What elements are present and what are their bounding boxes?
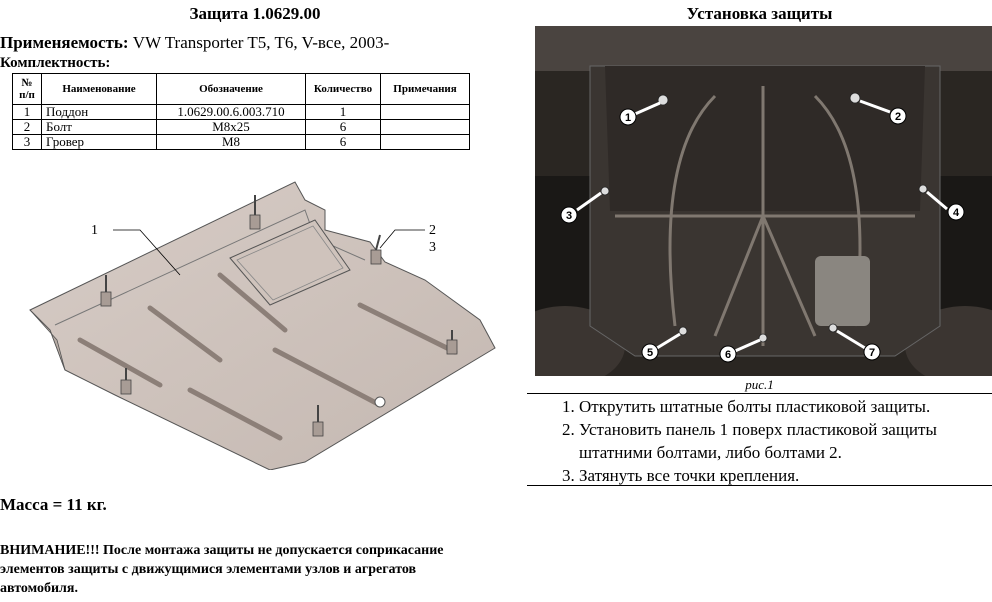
- callout-3: 3: [429, 240, 436, 255]
- callout-1: 1: [91, 223, 98, 238]
- install-steps: [527, 395, 992, 487]
- marker-3: 3: [565, 210, 573, 222]
- table-row: [13, 135, 470, 150]
- skid-plate-drawing: [25, 180, 505, 470]
- cell: [381, 135, 470, 150]
- divider-top: [527, 393, 992, 394]
- document-title: Защита 1.0629.00: [189, 4, 321, 23]
- applicability: [0, 33, 389, 53]
- step-item: 3. Затянуть все точки крепления.: [579, 464, 992, 487]
- table-header-row: [13, 74, 470, 105]
- cell: 1: [13, 105, 42, 120]
- marker-5: 5: [646, 347, 654, 359]
- step-item: 1. Открутить штатные болты пластиковой защиты.: [579, 395, 992, 418]
- install-title: Установка защиты: [686, 4, 833, 23]
- underbody-photo: [535, 26, 992, 376]
- cell: [381, 105, 470, 120]
- parts-table: [12, 73, 470, 150]
- table-row: [13, 105, 470, 120]
- cell: Поддон: [42, 105, 157, 120]
- mass-value: Масса = 11 кг.: [0, 495, 107, 514]
- cell: 6: [306, 135, 381, 150]
- divider-bottom: [527, 485, 992, 486]
- step-item: 2. Установить панель 1 поверх пластиковой защиты штатними болтами, либо болтами 2.: [579, 418, 989, 464]
- header-name: Наименование: [42, 74, 157, 105]
- applicability-label: Применяемость:: [0, 33, 129, 52]
- cell: 6: [306, 120, 381, 135]
- marker-1: 1: [624, 112, 632, 124]
- cell: 1.0629.00.6.003.710: [157, 105, 306, 120]
- completeness-label: Комплектность:: [0, 55, 111, 71]
- callout-2: 2: [429, 223, 436, 238]
- header-notes: Примечания: [381, 74, 470, 105]
- cell: 1: [306, 105, 381, 120]
- header-designation: Обозначение: [157, 74, 306, 105]
- warning-text: ВНИМАНИЕ!!! После монтажа защиты не допускается соприкасание элементов защиты с движущимися элементами узлов и агрегатов автомобиля.: [0, 543, 444, 596]
- table-row: [13, 120, 470, 135]
- header-num: № п/п: [13, 74, 42, 105]
- marker-4: 4: [952, 207, 960, 219]
- header-quantity: Количество: [306, 74, 381, 105]
- cell: 2: [13, 120, 42, 135]
- cell: [381, 120, 470, 135]
- cell: 3: [13, 135, 42, 150]
- cell: Болт: [42, 120, 157, 135]
- marker-2: 2: [894, 111, 902, 123]
- marker-7: 7: [868, 347, 876, 359]
- cell: M8: [157, 135, 306, 150]
- figure-caption: рис.1: [745, 377, 774, 392]
- cell: Гровер: [42, 135, 157, 150]
- applicability-value: VW Transporter T5, T6, V-все, 2003-: [128, 33, 390, 52]
- marker-6: 6: [724, 349, 732, 361]
- cell: M8x25: [157, 120, 306, 135]
- drain-hole: [375, 397, 385, 407]
